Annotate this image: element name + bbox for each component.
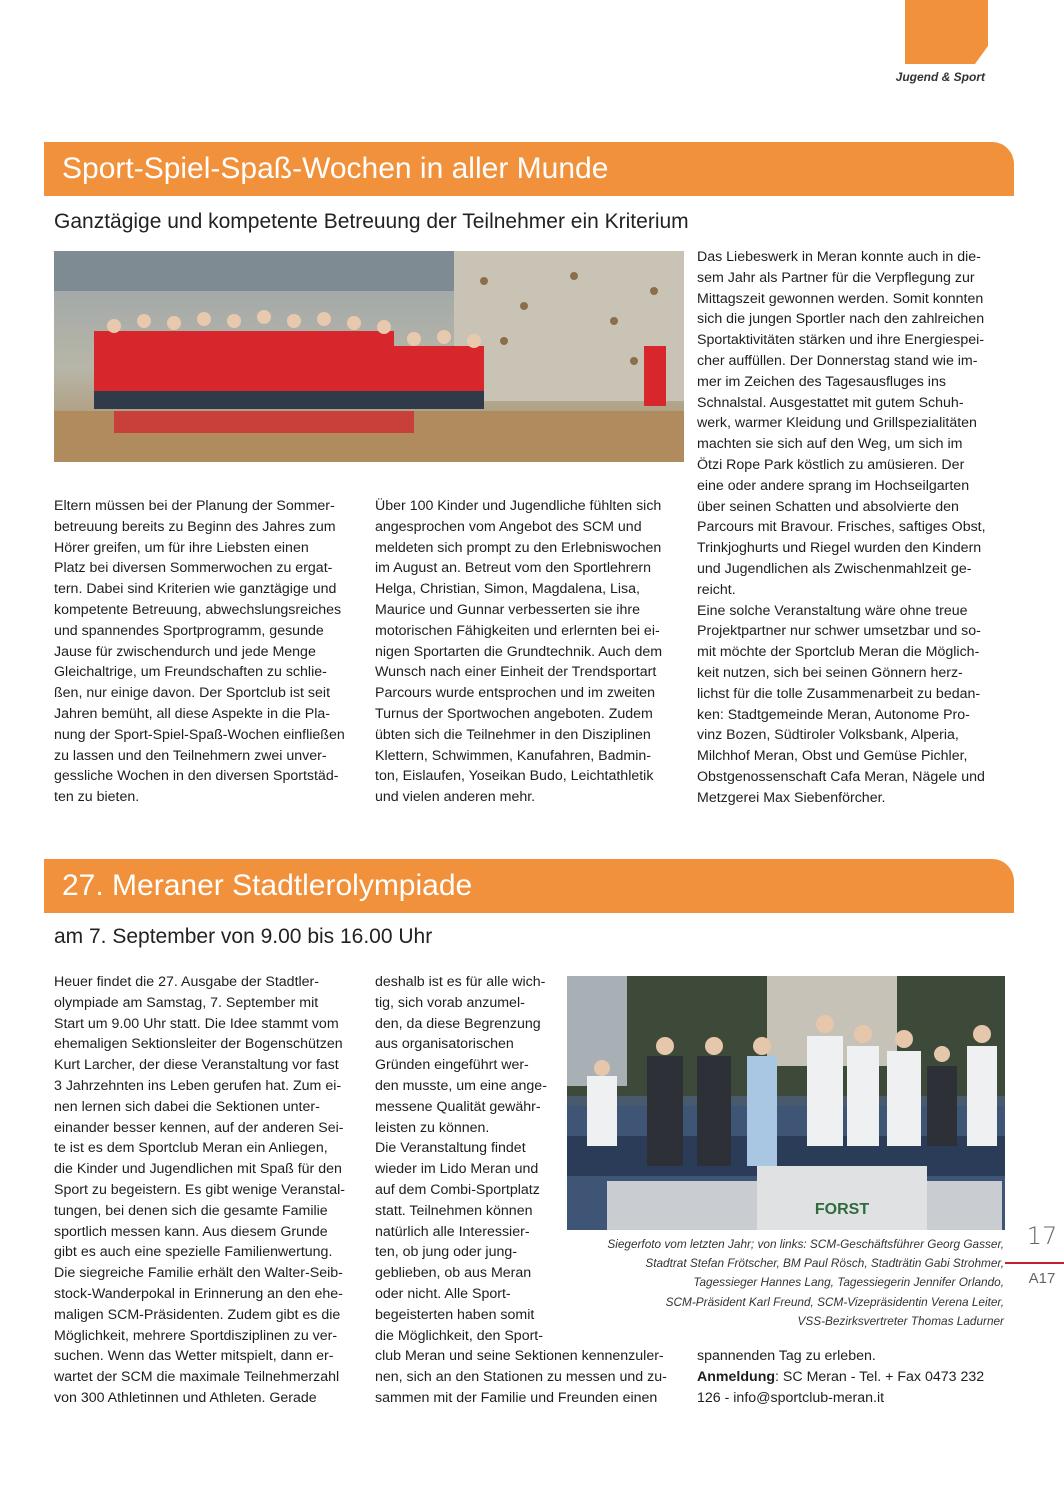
section-label: Jugend & Sport	[895, 70, 985, 84]
page-number-rule	[1005, 1262, 1064, 1264]
article1-column-3: Das Liebeswerk in Meran konnte auch in die- sem Jahr als Partner für die Verpflegung zur Mittagszeit gewonnen werden. Somit konnten sich die jungen Sportler nach den zahlreichen Sportaktivitäten stärken und ihre Energiespei- cher auffüllen. Der Donnerstag stand wie im- mer im Zeichen des Tagesausfluges ins Schnalstal. Ausgestattet mit gutem Schuh- werk, warmer Kleidung und Grillspezialitäten machten sie sich auf den Weg, um sich im Ötzi Rope Park köstlich zu amüsieren. Der eine oder andere sprang im Hochseilgarten über seinen Schatten und absolvierte den Parcours mit Bravour. Frisches, saftiges Obst, Trinkjoghurts und Riegel wurden den Kindern und Jugendlichen als Zwischenmahlzeit ge- reicht. Eine solche Veranstaltung wäre ohne treue Projektpartner nur schwer umsetzbar und so- mit möchte der Sportclub Meran die Möglich- keit nutzen, sich bei seinen Gönnern herz- lichst für die tolle Zusammenarbeit zu bedan- ken: Stadtgemeinde Meran, Autonome Pro- vinz Bozen, Südtiroler Volksbank, Alperia, Milchhof Meran, Obst und Gemüse Pichler, Obstgenossenschaft Cafa Meran, Nägele und Metzgerei Max Siebenförcher.	[697, 249, 986, 806]
article1-subtitle: Ganztägige und kompetente Betreuung der Teilnehmer ein Kriterium	[54, 210, 689, 233]
podium-logo: FORST	[814, 1201, 870, 1218]
gym-group-photo	[54, 251, 684, 462]
registration-label: Anmeldung	[697, 1368, 776, 1385]
article1-column-2: Über 100 Kinder und Jugendliche fühlten sich angesprochen vom Angebot des SCM und meldeten sich prompt zu den Erlebniswochen im August an. Betreut vom den Sportlehrern Helga, Christian, Simon, Magdalena, Lisa, Maurice und Gunnar verbesserten sie ihre motorischen Fähigkeiten und erlernten bei ei- nigen Sportarten die Grundtechnik. Auch dem Wunsch nach einer Einheit der Trendsportart Parcours wurde entsprochen und im zweiten Turnus der Sportwochen angeboten. Zudem übten sich die Teilnehmer in den Disziplinen Klettern, Schwimmen, Kanufahren, Badmin- ton, Eislaufen, Yoseikan Budo, Leichtathletik und vielen anderen mehr.	[375, 498, 663, 806]
article2-subtitle: am 7. September von 9.00 bis 16.00 Uhr	[54, 925, 433, 948]
page-code: A17	[1028, 1270, 1056, 1287]
article2-column-3	[697, 1346, 1007, 1408]
article1-column-1: Eltern müssen bei der Planung der Sommer- betreuung bereits zu Beginn des Jahres zum Hörer greifen, um für ihre Liebsten einen Platz bei diversen Sommerwochen zu ergat- tern. Dabei sind Kriterien wie ganztägige und kompetente Betreuung, abwechslungsreiches und spannendes Sportprogramm, gesunde Jause für zwischendurch und jede Menge Gleichaltrige, um Freundschaften zu schlie- ßen, nur einige davon. Der Sportclub ist seit Jahren bemüht, all diese Aspekte in die Pla- nung der Sport-Spiel-Spaß-Wochen einfließen zu lassen und den Teilnehmern zwei unver- gessliche Wochen in den diversen Sportstäd- ten zu bieten.	[54, 498, 345, 806]
article1-title: Sport-Spiel-Spaß-Wochen in aller Munde	[62, 152, 609, 185]
article1-title-banner	[44, 142, 1014, 196]
registration-contact: 126 - info@sportclub-meran.it	[697, 1389, 885, 1406]
registration-text: : SC Meran - Tel. + Fax 0473 232	[775, 1368, 985, 1385]
article2-column-2-top: deshalb ist es für alle wich- tig, sich vorab anzumel- den, da diese Begrenzung aus organisatorischen Gründen eingeführt wer- den musste, um eine ange- messene Qualität gewähr- leisten zu können. Die Veranstaltung findet wieder im Lido Meran und auf dem Combi-Sportplatz statt. Teilnehmen können natürlich alle Interessier- ten, ob jung oder jung- geblieben, ob aus Meran oder nicht. Alle Sport- begeisterten haben somit die Möglichkeit, den Sport-	[375, 974, 547, 1344]
article2-column-1: Heuer findet die 27. Ausgabe der Stadtler- olympiade am Samstag, 7. September mit Start um 9.00 Uhr statt. Die Idee stammt vom ehemaligen Sektionsleiter der Bogenschützen Kurt Larcher, der diese Veranstaltung vor fast 3 Jahrzehnten ins Leben gerufen hat. Zum ei- nen lernen sich dabei die Sektionen unter- einander besser kennen, auf der anderen Sei- te ist es dem Sportclub Meran ein Anliegen, die Kinder und Jugendlichen mit Spaß für den Sport zu begeistern. Es gibt wenige Veranstal- tungen, bei denen sich die gesamte Familie sportlich messen kann. Aus diesem Grunde gibt es auch eine spezielle Familienwertung. Die siegreiche Familie erhält den Walter-Seib- stock-Wanderpokal in Erinnerung an den ehe- maligen SCM-Präsidenten. Zudem gibt es die Möglichkeit, mehrere Sportdisziplinen zu ver- suchen. Wenn das Wetter mitspielt, dann er- wartet der SCM die maximale Teilnehmerzahl von 300 Athletinnen und Athleten. Gerade	[54, 974, 346, 1406]
article2-closing-text: spannenden Tag zu erleben.	[697, 1348, 876, 1364]
article2-title-banner	[44, 859, 1014, 913]
page-number: 17	[1026, 1222, 1058, 1250]
photo-caption: Siegerfoto vom letzten Jahr; von links: SCM-Geschäftsführer Georg Gasser, Stadtrat Stefan Frötscher, BM Paul Rösch, Stadträtin Gabi Strohmer, Tagessieger Hannes Lang, Tagessiegerin Jennifer Orlando, SCM-Präsident Karl Freund, SCM-Vizepräsidentin Verena Leiter, VSS-Bezirksvertreter Thomas Ladurner	[607, 1237, 1004, 1328]
article2-title: 27. Meraner Stadtlerolympiade	[62, 869, 473, 902]
winners-podium-photo	[567, 976, 1005, 1230]
article2-column-2-bottom: club Meran und seine Sektionen kennenzuler- nen, sich an den Stationen zu messen und zu- sammen mit der Familie und Freunden einen	[375, 1348, 667, 1406]
section-tab	[905, 0, 988, 64]
